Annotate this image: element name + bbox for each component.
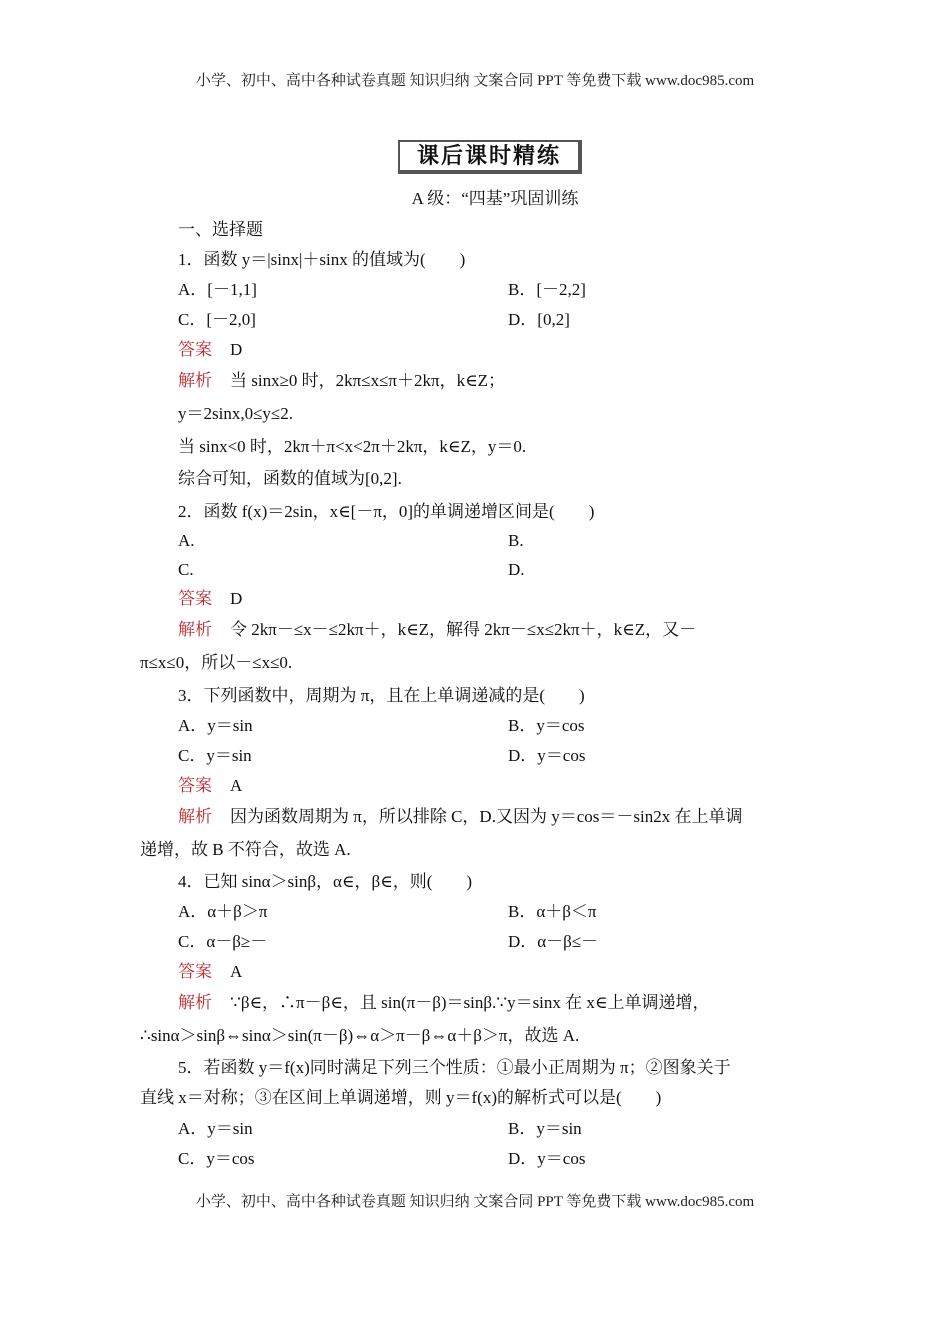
q3-option-c: C．y＝sin (178, 746, 252, 765)
q5-option-c: C．y＝cos (178, 1149, 255, 1168)
q5-option-b: B．y＝sin (508, 1119, 582, 1138)
section-title: 一、选择题 (178, 220, 263, 239)
q1-solution-1: 当 sinx≥0 时，2kπ≤x≤π＋2kπ，k∈Z； (230, 371, 506, 390)
q1-option-d: D．[0,2] (508, 310, 570, 329)
q3-solution-1: 因为函数周期为 π，所以排除 C，D.又因为 y＝cos＝－sin2x 在上单调 (230, 807, 743, 826)
page-footer: 小学、初中、高中各种试卷真题 知识归纳 文案合同 PPT 等免费下载 www.doc985.com (195, 1194, 755, 1210)
q1-solution-2: y＝2sinx,0≤y≤2. (178, 404, 293, 423)
q3-answer-line (178, 775, 242, 797)
q2-option-a: A. (178, 531, 195, 550)
q1-option-c: C．[－2,0] (178, 310, 256, 329)
q5-option-a: A．y＝sin (178, 1119, 253, 1138)
q1-option-a: A．[－1,1] (178, 280, 257, 299)
analysis-label: 解析 (178, 807, 212, 827)
q4-answer: A (230, 962, 243, 981)
q1-stem: 1．函数 y＝|sinx|＋sinx 的值域为( ) (178, 250, 466, 269)
q4-option-a: A．α＋β＞π (178, 902, 268, 921)
q2-analysis-line (178, 619, 696, 641)
q4-option-c: C．α－β≥－ (178, 932, 268, 951)
q2-solution-2: π≤x≤0，所以－≤x≤0. (140, 653, 293, 672)
q4-answer-line (178, 961, 242, 983)
answer-label: 答案 (178, 962, 212, 982)
answer-label: 答案 (178, 776, 212, 796)
q2-answer: D (230, 589, 243, 608)
q2-option-b: B. (508, 531, 524, 550)
q3-answer: A (230, 776, 243, 795)
q1-analysis-line (178, 370, 505, 392)
q2-answer-line (178, 588, 242, 610)
answer-label: 答案 (178, 340, 212, 360)
section-banner: 课后课时精练 (398, 140, 582, 174)
q2-option-c: C. (178, 560, 194, 579)
q4-option-d: D．α－β≤－ (508, 932, 599, 951)
q1-solution-4: 综合可知，函数的值域为[0,2]. (178, 469, 402, 488)
q4-solution-1: ∵β∈，∴π－β∈，且 sin(π－β)＝sinβ.∵y＝sinx 在 x∈上单调递增， (230, 993, 710, 1012)
q1-answer-line (178, 339, 242, 361)
q3-stem: 3．下列函数中，周期为 π，且在上单调递减的是( ) (178, 686, 585, 705)
q2-option-d: D. (508, 560, 525, 579)
analysis-label: 解析 (178, 993, 212, 1013)
q3-option-d: D．y＝cos (508, 746, 586, 765)
analysis-label: 解析 (178, 620, 212, 640)
q1-answer: D (230, 340, 243, 359)
analysis-label: 解析 (178, 371, 212, 391)
q4-solution-2: ∴sinα＞sinβ⇔sinα＞sin(π－β)⇔α＞π－β⇔α＋β＞π，故选 A. (140, 1026, 580, 1045)
answer-label: 答案 (178, 589, 212, 609)
q3-option-b: B．y＝cos (508, 716, 585, 735)
q3-analysis-line (178, 806, 742, 828)
level-title: A 级：“四基”巩固训练 (411, 189, 579, 208)
q1-option-b: B．[－2,2] (508, 280, 586, 299)
page-header: 小学、初中、高中各种试卷真题 知识归纳 文案合同 PPT 等免费下载 www.doc985.com (195, 73, 755, 89)
q5-stem-1: 5．若函数 y＝f(x)同时满足下列三个性质：①最小正周期为 π；②图象关于 (178, 1058, 731, 1077)
q3-solution-2: 递增，故 B 不符合，故选 A. (140, 840, 351, 859)
q5-stem-2: 直线 x＝对称；③在区间上单调递增，则 y＝f(x)的解析式可以是( ) (140, 1088, 662, 1107)
q4-option-b: B．α＋β＜π (508, 902, 597, 921)
q2-stem: 2．函数 f(x)＝2sin，x∈[－π，0]的单调递增区间是( ) (178, 502, 595, 521)
q4-analysis-line (178, 992, 710, 1014)
q3-option-a: A．y＝sin (178, 716, 253, 735)
q4-stem: 4．已知 sinα＞sinβ，α∈，β∈，则( ) (178, 872, 473, 891)
q2-solution-1: 令 2kπ－≤x－≤2kπ＋，k∈Z，解得 2kπ－≤x≤2kπ＋，k∈Z，又－ (230, 620, 697, 639)
q1-solution-3: 当 sinx<0 时，2kπ＋π<x<2π＋2kπ，k∈Z，y＝0. (178, 437, 527, 456)
q5-option-d: D．y＝cos (508, 1149, 586, 1168)
